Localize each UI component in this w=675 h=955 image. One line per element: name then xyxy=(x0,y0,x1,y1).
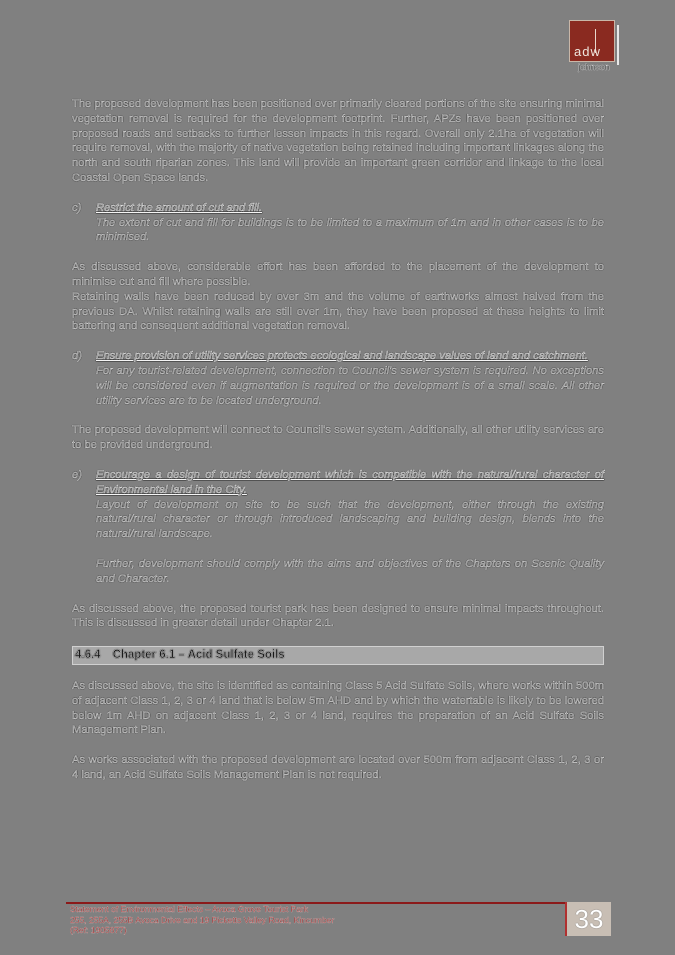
item-text: For any tourist-related development, connection to Council's sewer system is required. No exceptions will be considered even if augmentation is required or the development is of a small scale. All other utility services are to be located underground. xyxy=(96,364,604,407)
footer xyxy=(70,904,490,936)
footer-title: Statement of Environmental Effects – Avoca Grove Tourist Park xyxy=(70,904,309,914)
page-number: 33 xyxy=(565,902,611,936)
item-letter: c) xyxy=(72,201,82,214)
list-item-e xyxy=(72,468,604,587)
section-title: Chapter 6.1 – Acid Sulfate Soils xyxy=(112,649,285,662)
paragraph: As discussed above, the proposed tourist park has been designed to ensure minimal impacts throughout. This is discussed in greater detail under Chapter 2.1. xyxy=(72,602,604,630)
item-text: The extent of cut and fill for buildings is to be limited to a maximum of 1m and in other cases is to be minimised. xyxy=(96,216,604,244)
section-heading xyxy=(72,646,604,665)
logo-bar xyxy=(617,25,619,65)
company-logo xyxy=(569,20,615,62)
item-text: Further, development should comply with the aims and objectives of the Chapters on Scenic Quality and Character. xyxy=(96,557,604,585)
item-heading: Ensure provision of utility services protects ecological and landscape values of land and catchment. xyxy=(96,350,588,363)
paragraph: As works associated with the proposed development are located over 500m from adjacent Class 1, 2, 3 or 4 land, an Acid Sulfate Soils Management Plan is not required. xyxy=(72,754,604,781)
list-item-c xyxy=(72,201,604,245)
item-letter: e) xyxy=(72,468,82,481)
paragraph: The proposed development has been positioned over primarily cleared portions of the site ensuring minimal vegetation removal is required for the development footprint. Further, APZs have been positioned over proposed roads and setbacks to further lessen impacts in this regard. Overall only 2.1ha of vegetation will require removal, with the majority of native vegetation being retained including important linkages along the north and south riparian zones. This land will provide an important green corridor and linkage to the local Coastal Open Space lands. xyxy=(72,98,604,184)
paragraph: As discussed above, considerable effort has been afforded to the placement of the development to minimise cut and fill where possible. xyxy=(72,261,604,288)
item-heading: Encourage a design of tourist development which is compatible with the natural/rural character of Environmental land in the City. xyxy=(96,468,604,496)
logo-mark: adw xyxy=(574,44,601,59)
paragraph: Retaining walls have been reduced by over 3m and the volume of earthworks almost halved from the previous DA. Whilst retaining walls are still over 1m, they have been proposed at these heights to limit battering and consequent additional vegetation removal. xyxy=(72,290,604,333)
footer-ref: (Ref: 1905877) xyxy=(70,925,127,935)
section-number: 4.6.4 xyxy=(75,649,101,662)
item-heading: Restrict the amount of cut and fill. xyxy=(96,201,263,214)
document-body xyxy=(72,97,604,798)
logo-subtitle: johnson xyxy=(578,62,610,72)
list-item-d xyxy=(72,349,604,408)
paragraph: As discussed above, the site is identified as containing Class 5 Acid Sulfate Soils, where works within 500m of adjacent Class 1, 2, 3 or 4 land that is below 5m AHD and by which the watertable is likely to be lowered below 1m AHD on adjacent Class 1, 2, 3 or 4 land, requires the preparation of an Acid Sulfate Soils Management Plan. xyxy=(72,679,604,737)
item-letter: d) xyxy=(72,350,82,363)
item-text: Layout of development on site to be such that the development, either through the existing natural/rural character or through introduced landscaping and building design, blends into the natural/rural landscape. xyxy=(96,498,604,541)
footer-address: 255, 255A, 255B Avoca Drive and 19 Picketts Valley Road, Kincumber xyxy=(70,914,335,925)
paragraph: The proposed development will connect to Council's sewer system. Additionally, all other utility services are to be provided underground. xyxy=(72,424,604,452)
